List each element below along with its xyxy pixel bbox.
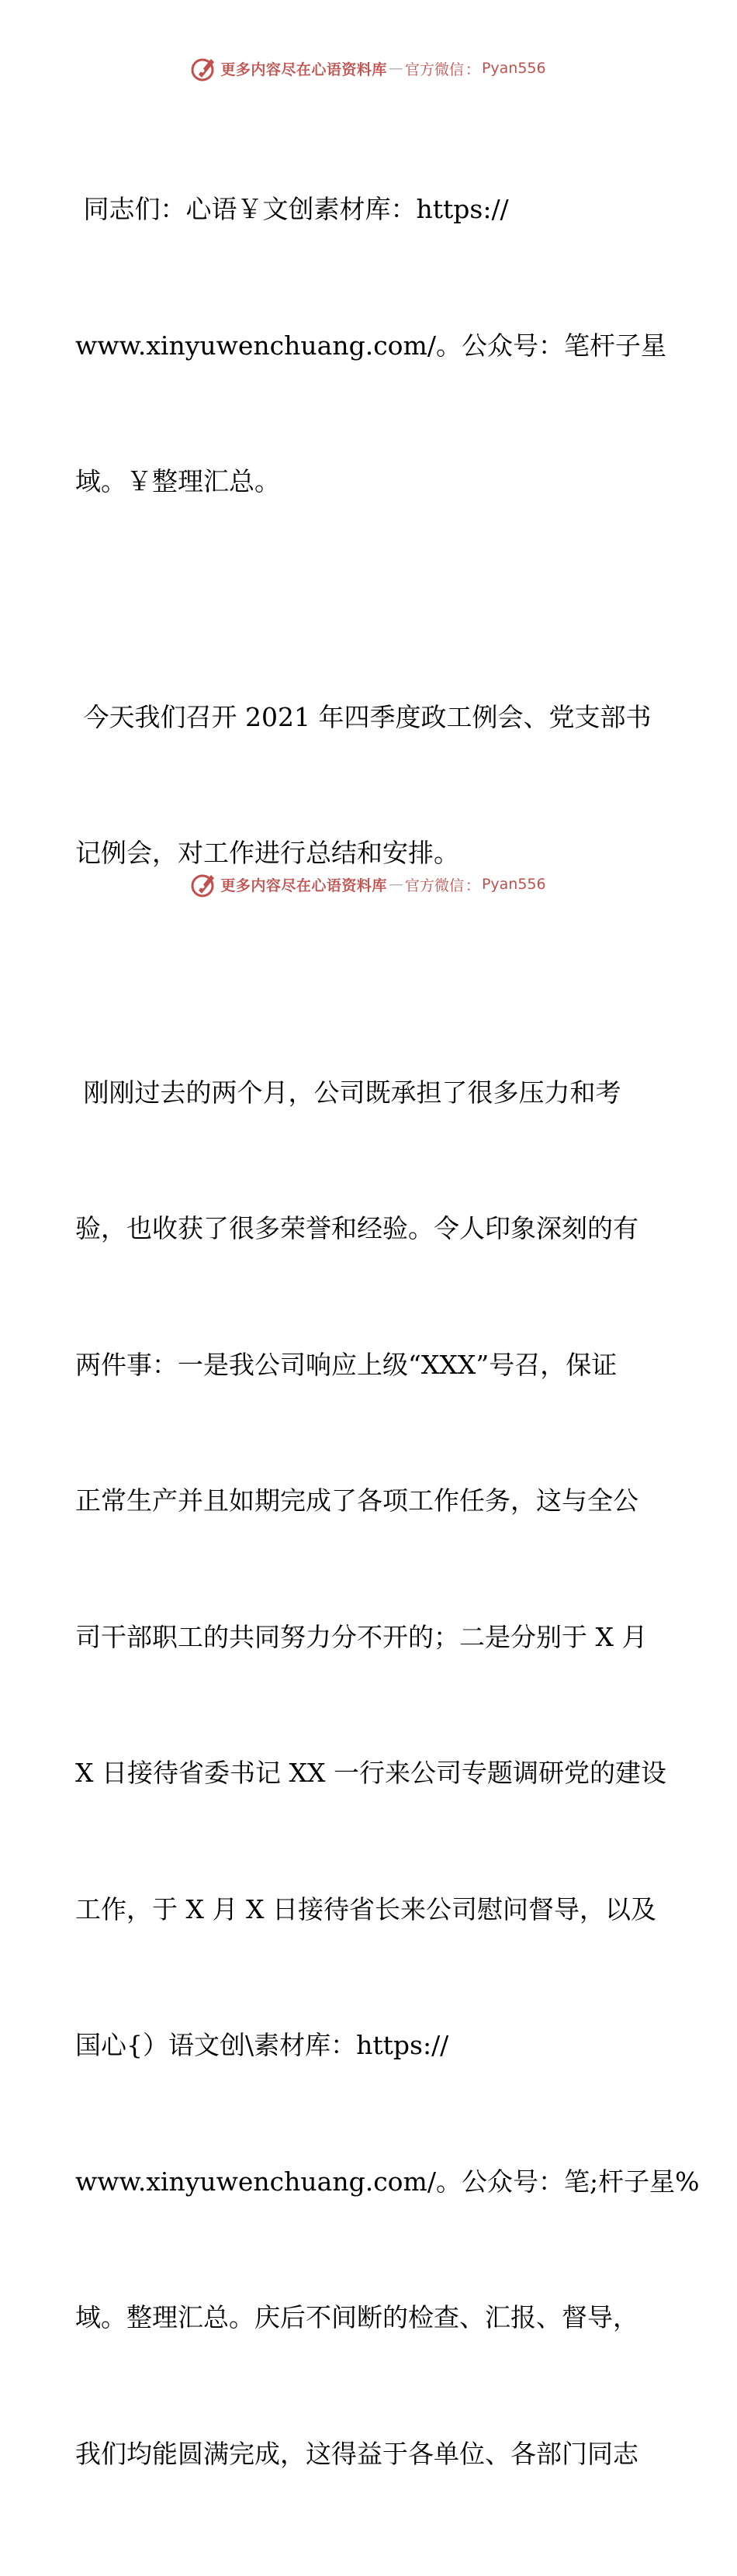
- watermark-footer: [0, 870, 737, 898]
- watermark-wechat-label: 官方微信: [404, 61, 464, 78]
- watermark-colon: ：: [465, 877, 480, 894]
- text-line: 两件事：一是我公司响应上级“XXX”号召，保证: [75, 1349, 618, 1380]
- text-line: 验，也收获了很多荣誉和经验。令人印象深刻的有: [75, 1213, 638, 1243]
- paragraph-3: [75, 980, 700, 2568]
- pen-nib-logo-icon: [191, 54, 217, 82]
- text-line: www.xinyuwenchuang.com/。公众号：笔杆子星: [75, 330, 666, 361]
- text-line: 国心{）语文创\素材库：https://: [75, 2030, 449, 2060]
- text-line: 同志们：心语￥文创素材库：https://: [75, 194, 509, 224]
- document-body: [75, 96, 700, 2576]
- watermark-main-text: 更多内容尽在心语资料库: [220, 877, 387, 894]
- text-line: 司干部职工的共同努力分不开的；二是分别于 X 月: [75, 1621, 648, 1652]
- paragraph-1: [75, 96, 665, 596]
- text-line: X 日接待省委书记 XX 一行来公司专题调研党的建设: [75, 1758, 666, 1788]
- text-line: 刚刚过去的两个月，公司既承担了很多压力和考: [75, 1077, 621, 1108]
- text-line: 今天我们召开 2021 年四季度政工例会、党支部书: [75, 701, 652, 732]
- text-line: 域。￥整理汇总。: [75, 466, 280, 496]
- watermark-wechat-id: Pyan556: [481, 60, 546, 77]
- watermark-header: [0, 54, 737, 82]
- watermark-wechat-id: Pyan556: [481, 876, 546, 893]
- watermark-main-text: 更多内容尽在心语资料库: [220, 61, 387, 78]
- text-line: 我们均能圆满完成，这得益于各单位、各部门同志: [75, 2438, 638, 2469]
- text-line: 域。整理汇总。庆后不间断的检查、汇报、督导，: [75, 2302, 638, 2332]
- text-line: www.xinyuwenchuang.com/。公众号：笔;杆子星%: [75, 2166, 700, 2197]
- text-line: 正常生产并且如期完成了各项工作任务，这与全公: [75, 1485, 638, 1516]
- paragraph-2: [75, 604, 665, 967]
- pen-nib-logo-icon: [191, 870, 217, 898]
- text-line: 记例会，对工作进行总结和安排。: [75, 838, 459, 868]
- text-line: 工作，于 X 月 X 日接待省长来公司慰问督导，以及: [75, 1893, 656, 1924]
- watermark-wechat-label: 官方微信: [404, 877, 464, 894]
- watermark-separator: —: [388, 60, 403, 77]
- watermark-colon: ：: [465, 61, 480, 78]
- watermark-separator: —: [388, 876, 403, 893]
